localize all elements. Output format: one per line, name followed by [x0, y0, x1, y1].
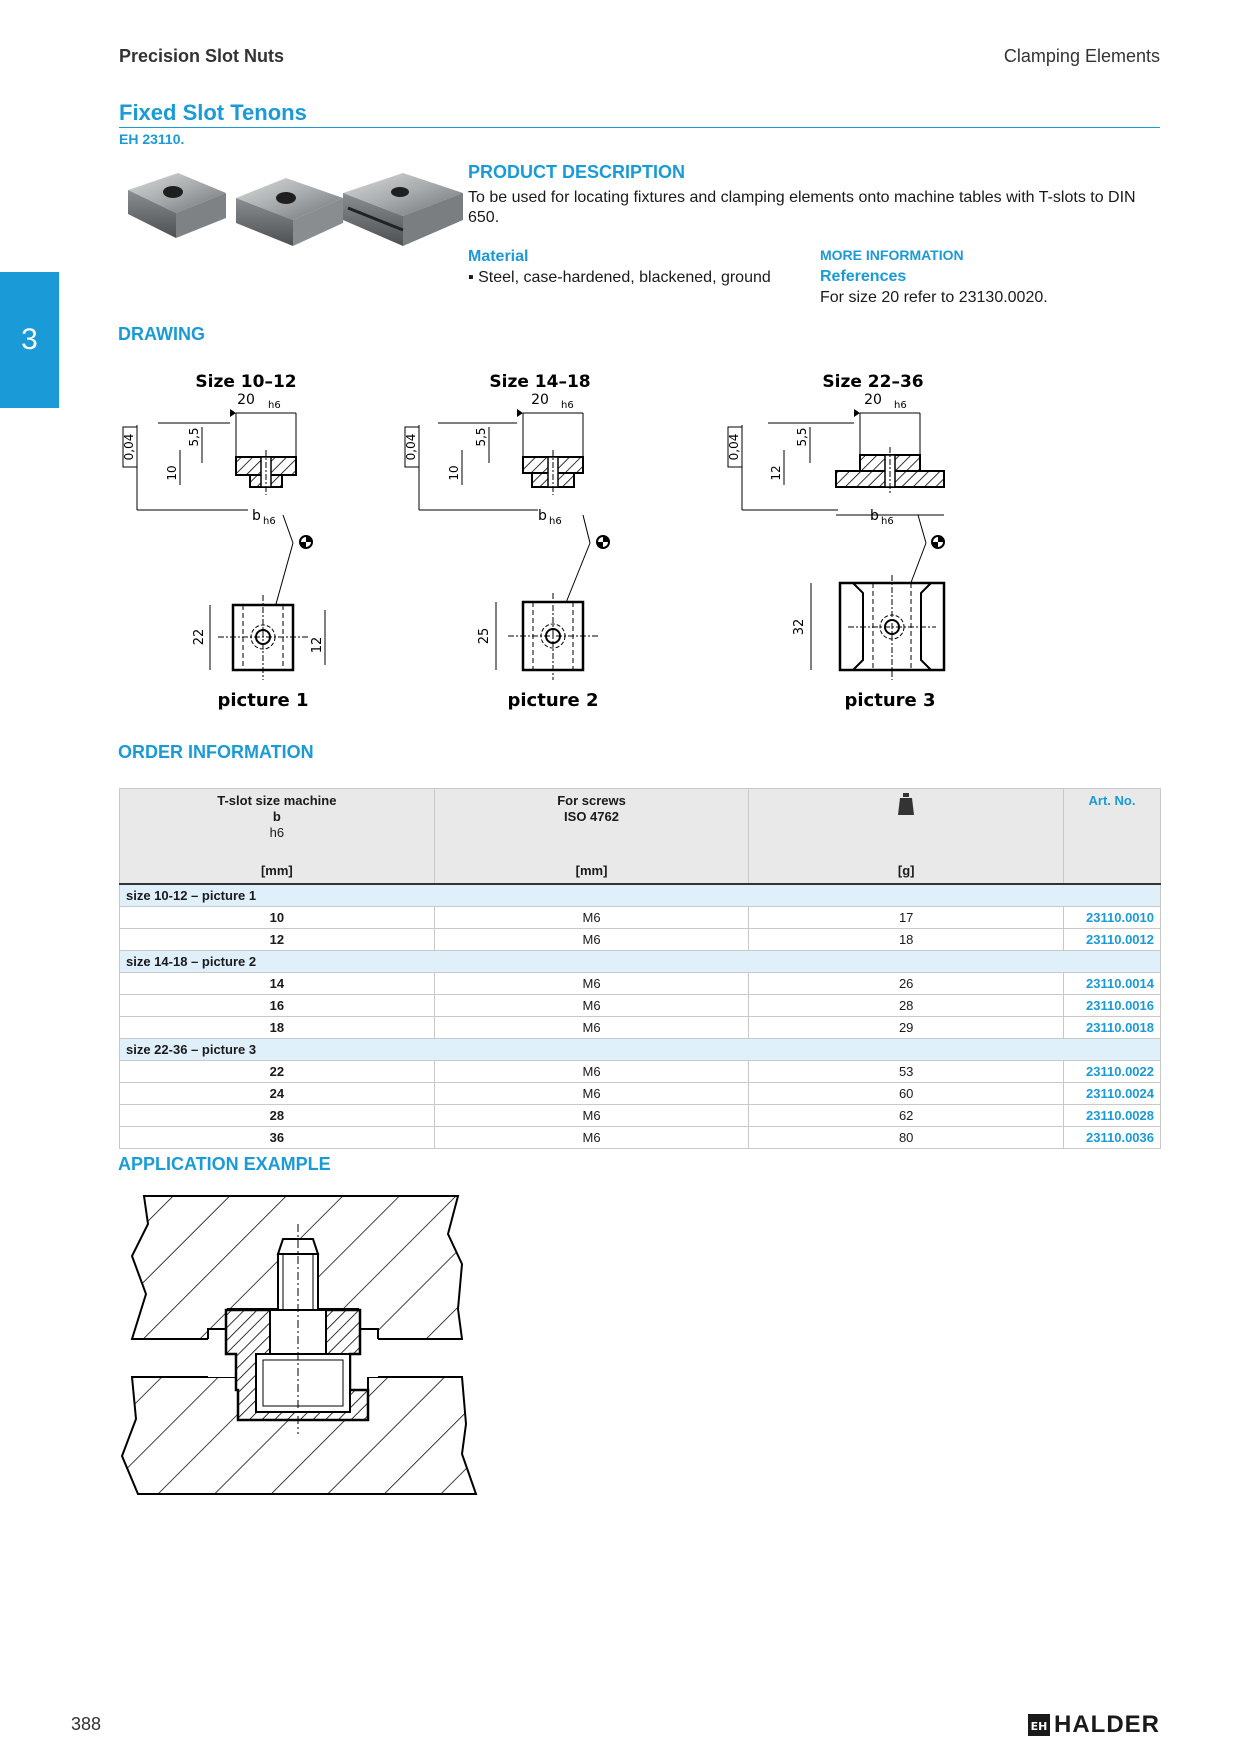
cell-art-no[interactable]: 23110.0014	[1064, 973, 1161, 995]
table-row	[120, 1061, 1161, 1083]
figure-1-height-55: 5,5	[187, 427, 201, 447]
figure-2-size-label: Size 14–18	[489, 372, 591, 392]
cell-art-no[interactable]: 23110.0024	[1064, 1083, 1161, 1105]
figure-2-picture-label: picture 2	[507, 690, 599, 711]
table-row	[120, 929, 1161, 951]
order-table	[119, 788, 1161, 1149]
cell-art-no[interactable]: 23110.0028	[1064, 1105, 1161, 1127]
cell-screw: M6	[434, 929, 749, 951]
cell-slot-size: 10	[120, 907, 435, 929]
running-header-section: Precision Slot Nuts	[119, 46, 285, 66]
cell-screw: M6	[434, 1127, 749, 1149]
drawing-heading: DRAWING	[118, 324, 205, 344]
cell-slot-size: 18	[120, 1017, 435, 1039]
order-info-heading: ORDER INFORMATION	[118, 742, 314, 762]
cell-screw: M6	[434, 973, 749, 995]
page-title: Fixed Slot Tenons	[119, 100, 307, 125]
col-header-tslot: T-slot size machine b h6	[120, 789, 435, 858]
figure-1-plan-height: 22	[192, 628, 207, 646]
cell-art-no[interactable]: 23110.0012	[1064, 929, 1161, 951]
figure-3-b-tol: h6	[881, 516, 894, 527]
figure-3-plan-height: 32	[792, 618, 807, 636]
unit-mm-1: [mm]	[120, 857, 435, 884]
table-row	[120, 995, 1161, 1017]
unit-g: [g]	[749, 857, 1064, 884]
weight-icon	[898, 793, 914, 815]
logo-mark-text: EH	[1030, 1720, 1048, 1733]
group-label: size 14-18 – picture 2	[120, 951, 1161, 973]
chapter-tab: 3	[0, 272, 59, 408]
figure-3-height-12: 12	[769, 465, 783, 481]
figure-1-b-label: b	[252, 508, 261, 524]
cell-slot-size: 24	[120, 1083, 435, 1105]
unit-blank	[1064, 857, 1161, 884]
cell-slot-size: 12	[120, 929, 435, 951]
technical-drawings	[118, 365, 1118, 720]
cell-slot-size: 28	[120, 1105, 435, 1127]
product-description-heading: PRODUCT DESCRIPTION	[468, 162, 686, 182]
figure-1-b-tol: h6	[263, 516, 276, 527]
cell-weight: 28	[749, 995, 1064, 1017]
order-table-body	[120, 884, 1161, 1149]
brand-logo	[1028, 1711, 1160, 1739]
group-label: size 22-36 – picture 3	[120, 1039, 1161, 1061]
cell-screw: M6	[434, 907, 749, 929]
cell-screw: M6	[434, 1083, 749, 1105]
figure-1-width-tol: h6	[268, 400, 281, 411]
table-group-row	[120, 1039, 1161, 1061]
cell-slot-size: 16	[120, 995, 435, 1017]
title-divider	[119, 127, 1160, 128]
cell-weight: 53	[749, 1061, 1064, 1083]
cell-slot-size: 22	[120, 1061, 435, 1083]
figure-2-b-tol: h6	[549, 516, 562, 527]
figure-3-width-label: 20	[864, 392, 882, 408]
cell-art-no[interactable]: 23110.0016	[1064, 995, 1161, 1017]
table-row	[120, 907, 1161, 929]
figure-2-plan-height: 25	[477, 627, 492, 645]
cell-weight: 62	[749, 1105, 1064, 1127]
cell-screw: M6	[434, 995, 749, 1017]
drawing-figure-2	[404, 372, 609, 711]
photo-tenon-2	[236, 178, 343, 246]
table-group-row	[120, 884, 1161, 907]
bullet-icon: ▪	[468, 269, 474, 286]
col-header-weight	[749, 789, 1064, 858]
figure-2-height-10: 10	[447, 465, 461, 481]
material-heading: Material	[468, 248, 529, 265]
figure-1-flatness: 0,04	[122, 433, 136, 461]
unit-mm-2: [mm]	[434, 857, 749, 884]
figure-3-width-tol: h6	[894, 400, 907, 411]
cell-weight: 29	[749, 1017, 1064, 1039]
cell-weight: 17	[749, 907, 1064, 929]
cell-art-no[interactable]: 23110.0010	[1064, 907, 1161, 929]
figure-3-size-label: Size 22–36	[822, 372, 924, 392]
figure-3-picture-label: picture 3	[844, 690, 936, 711]
figure-2-width-label: 20	[531, 392, 549, 408]
more-info-heading: MORE INFORMATION	[820, 247, 964, 263]
figure-3-height-55: 5,5	[795, 427, 809, 447]
figure-1-picture-label: picture 1	[217, 690, 309, 711]
cell-weight: 18	[749, 929, 1064, 951]
figure-2-flatness: 0,04	[404, 433, 418, 461]
group-label: size 10-12 – picture 1	[120, 884, 1161, 907]
cell-art-no[interactable]: 23110.0022	[1064, 1061, 1161, 1083]
halder-logo-mark-icon	[1028, 1714, 1050, 1736]
references-text: For size 20 refer to 23130.0020.	[820, 289, 1048, 306]
application-heading: APPLICATION EXAMPLE	[118, 1154, 331, 1174]
material-item-text: Steel, case-hardened, blackened, ground	[478, 269, 771, 286]
figure-3-b-label: b	[870, 508, 879, 524]
photo-tenon-1	[128, 173, 226, 238]
material-item	[468, 268, 771, 288]
table-row	[120, 1017, 1161, 1039]
figure-1-plan-width: 12	[310, 636, 325, 654]
figure-3-flatness: 0,04	[727, 433, 741, 461]
drawing-figure-1	[122, 372, 325, 711]
cell-art-no[interactable]: 23110.0018	[1064, 1017, 1161, 1039]
cell-weight: 80	[749, 1127, 1064, 1149]
figure-2-height-55: 5,5	[474, 427, 488, 447]
table-row	[120, 973, 1161, 995]
photo-tenon-3	[343, 173, 463, 246]
col-header-screws: For screws ISO 4762	[434, 789, 749, 858]
table-group-row	[120, 951, 1161, 973]
figure-2-b-label: b	[538, 508, 547, 524]
product-code: EH 23110.	[119, 131, 185, 147]
table-row	[120, 1083, 1161, 1105]
cell-screw: M6	[434, 1105, 749, 1127]
references-heading: References	[820, 268, 907, 285]
brand-name: HALDER	[1054, 1711, 1160, 1738]
product-description-text: To be used for locating fixtures and clamping elements onto machine tables with T-slots to DIN 650.	[468, 189, 1136, 226]
drawing-figure-3	[727, 372, 944, 711]
cell-screw: M6	[434, 1017, 749, 1039]
cell-weight: 60	[749, 1083, 1064, 1105]
figure-1-size-label: Size 10–12	[195, 372, 297, 392]
table-row	[120, 1105, 1161, 1127]
page-number: 388	[71, 1714, 102, 1734]
product-photos	[118, 168, 468, 258]
figure-2-width-tol: h6	[561, 400, 574, 411]
figure-1-height-10: 10	[165, 465, 179, 481]
running-header-category: Clamping Elements	[1003, 46, 1160, 66]
cell-screw: M6	[434, 1061, 749, 1083]
cell-weight: 26	[749, 973, 1064, 995]
cell-slot-size: 36	[120, 1127, 435, 1149]
table-row	[120, 1127, 1161, 1149]
cell-art-no[interactable]: 23110.0036	[1064, 1127, 1161, 1149]
figure-1-width-label: 20	[237, 392, 255, 408]
cell-slot-size: 14	[120, 973, 435, 995]
application-example-drawing	[118, 1194, 488, 1504]
col-header-art-no: Art. No.	[1064, 789, 1161, 858]
